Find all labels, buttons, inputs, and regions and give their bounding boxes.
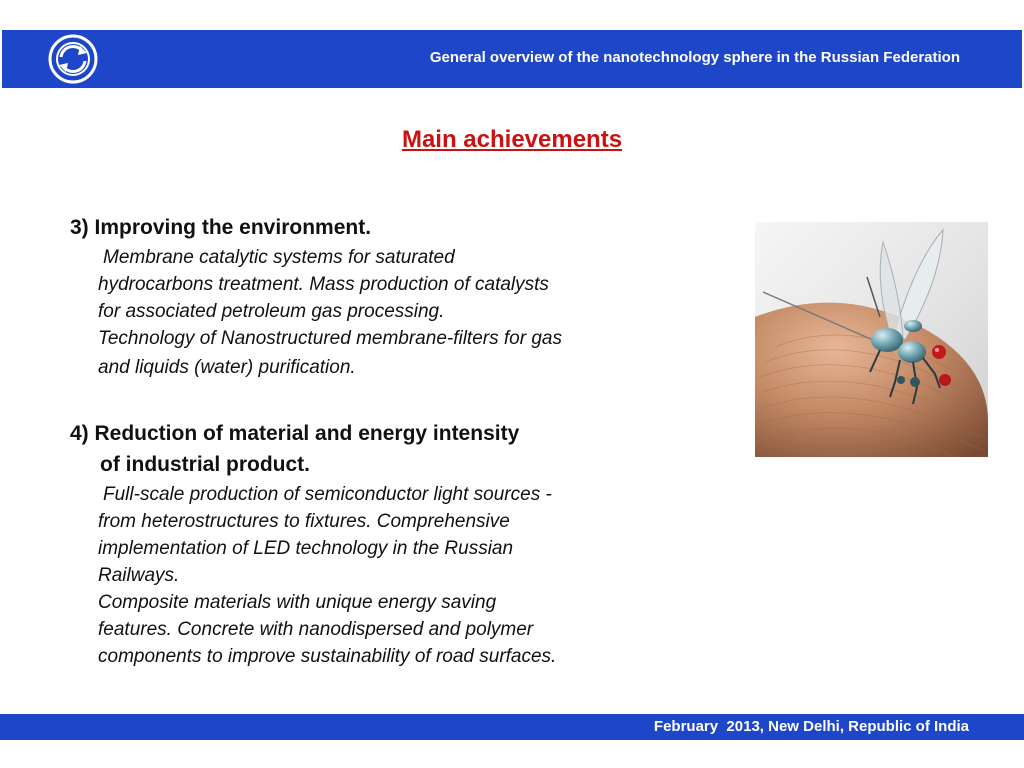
body-line: for associated petroleum gas processing. — [98, 301, 445, 322]
section-heading: 3) Improving the environment. — [70, 216, 372, 239]
section-body — [70, 481, 690, 670]
body-line: components to improve sustainability of road surfaces. — [98, 646, 557, 667]
header-bar — [2, 30, 1022, 88]
circular-arrows-logo-icon — [47, 33, 99, 85]
body-line: hydrocarbons treatment. Mass production of catalysts — [98, 274, 549, 295]
body-line: Full-scale production of semiconductor light sources - — [103, 484, 552, 505]
section-environment — [70, 212, 690, 383]
body-line: Railways. — [98, 565, 180, 586]
body-line: Membrane catalytic systems for saturated — [103, 247, 455, 268]
body-line: features. Concrete with nanodispersed and polymer — [98, 619, 534, 640]
body-line: Composite materials with unique energy saving — [98, 592, 497, 613]
section-heading: 4) Reduction of material and energy intensity — [70, 422, 520, 445]
footer-bar — [0, 714, 1024, 740]
footer-text: February 2013, New Delhi, Republic of India — [653, 718, 969, 735]
header-title: General overview of the nanotechnology sphere in the Russian Federation — [429, 49, 960, 66]
page-title: Main achievements — [401, 126, 623, 153]
section-material-energy — [70, 418, 690, 670]
body-line: and liquids (water) purification. — [98, 357, 356, 378]
body-line: Technology of Nanostructured membrane-filters for gas — [98, 328, 562, 349]
section-body — [70, 244, 690, 383]
section-heading-continued: of industrial product. — [100, 453, 310, 476]
body-line: from heterostructures to fixtures. Comprehensive — [98, 511, 510, 532]
micro-robot-fly-on-fingertip-image — [755, 222, 988, 457]
body-line: implementation of LED technology in the Russian — [98, 538, 514, 559]
